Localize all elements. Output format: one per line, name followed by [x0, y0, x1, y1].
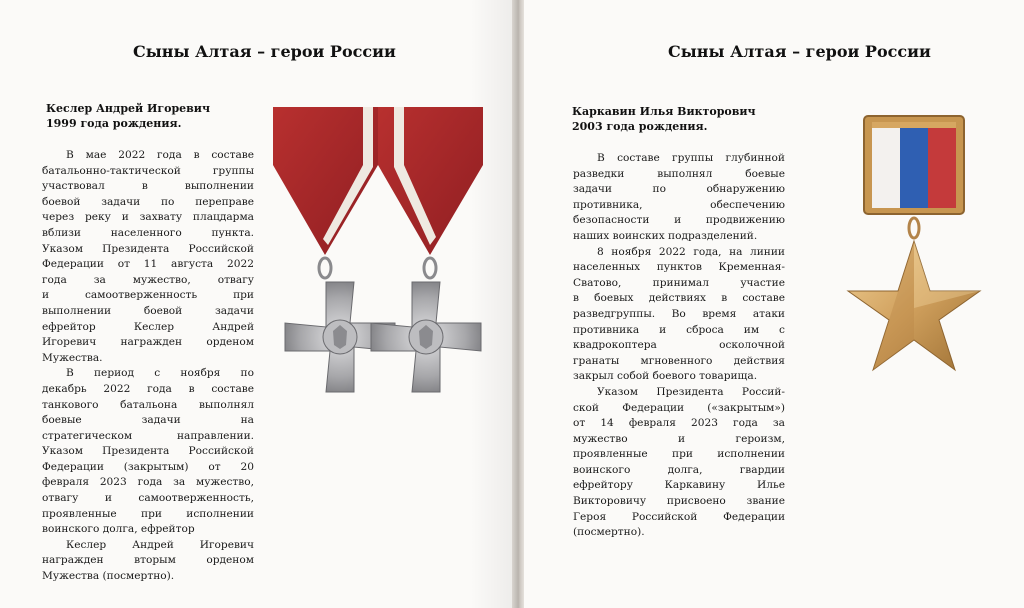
text-line: отвагу и самоотверженность,: [42, 492, 254, 505]
ribbon-right: [378, 107, 483, 255]
person-name: Кеслер Андрей Игоревич: [46, 102, 211, 115]
text-line: года за мужество, отвагу: [42, 273, 254, 286]
text-line: от 14 февраля 2023 года за: [573, 417, 785, 430]
text-line: задачи по обнаружению: [573, 183, 785, 196]
flag-white-band: [872, 122, 900, 208]
text-line: населенных пунктов Кременная-: [573, 261, 785, 274]
flag-blue-band: [900, 122, 928, 208]
text-line: противника, обеспечению: [573, 198, 785, 211]
right-page: [524, 0, 1024, 608]
text-line: 8 ноября 2022 года, на линии: [597, 245, 785, 258]
text-line: воинского долга, гвардии: [573, 463, 785, 476]
text-line: В составе группы глубинной: [597, 152, 785, 164]
text-line: Мужества (посмертно).: [42, 570, 175, 583]
text-line: Федерации от 11 августа 2022: [42, 258, 254, 271]
order-of-courage-medals-icon: [268, 105, 498, 410]
text-line: мужество и героизм,: [573, 432, 785, 445]
text-line: вблизи населенного пункта.: [42, 226, 254, 239]
text-line: Сватово, принимал участие: [573, 276, 785, 289]
ribbon-left: [273, 107, 378, 255]
text-line: Викторовичу присвоено звание: [573, 495, 785, 508]
text-line: ской Федерации («закрытым»): [573, 401, 785, 414]
text-line: Указом Президента Российской: [42, 242, 254, 255]
text-line: разведки выполнял боевые: [573, 167, 785, 180]
text-line: Указом Президента Россий-: [597, 385, 785, 398]
text-line: В период с ноября по: [66, 367, 254, 380]
text-line: противника и сброса им с: [573, 323, 785, 336]
text-line: боевые задачи на: [42, 414, 254, 427]
text-line: проявленные при исполнении: [42, 507, 254, 520]
person-name: Каркавин Илья Викторович: [572, 105, 756, 118]
text-line: безопасности и продвижению: [573, 214, 785, 227]
text-line: Федерации (закрытым) от 20: [42, 460, 254, 473]
text-line: участвовал в выполнении: [42, 180, 254, 193]
text-line: Героя Российской Федерации: [573, 510, 785, 523]
text-line: и самоотверженность при: [42, 289, 254, 302]
text-line: закрыл собой боевого товарища.: [573, 370, 758, 383]
text-line: квадрокоптера осколочной: [573, 339, 785, 352]
birth-year: 2003 года рождения.: [572, 120, 708, 133]
text-line: боевой задачи по переправе: [42, 195, 254, 208]
flag-red-band: [928, 122, 956, 208]
text-line: ефрейтору Каркавину Илье: [573, 479, 785, 492]
text-line: наших воинских подразделений.: [573, 229, 758, 242]
text-line: (посмертно).: [573, 526, 645, 539]
text-line: батальонно-тактической группы: [42, 164, 254, 177]
text-line: В мае 2022 года в составе: [66, 149, 254, 161]
text-line: награжден вторым орденом: [42, 554, 254, 567]
biography-text: [42, 148, 254, 585]
cross-medal-right: [371, 282, 481, 392]
birth-year: 1999 года рождения.: [46, 117, 182, 130]
text-line: Указом Президента Российской: [42, 445, 254, 458]
text-line: танкового батальона выполнял: [42, 398, 254, 411]
text-line: стратегическом направлении.: [42, 429, 254, 442]
page-header: Сыны Алтая – герои России: [133, 42, 396, 61]
hero-of-russia-gold-star-icon: [822, 108, 982, 408]
text-line: Игоревич награжден орденом: [42, 336, 254, 349]
text-line: декабрь 2022 года в составе: [42, 382, 254, 395]
text-line: через реку и захвату плацдарма: [42, 211, 254, 224]
text-line: Кеслер Андрей Игоревич: [66, 538, 254, 551]
biography-text: [573, 151, 785, 541]
text-line: ефрейтор Кеслер Андрей: [42, 320, 254, 333]
text-line: февраля 2023 года за мужество,: [42, 476, 254, 489]
text-line: проявленные при исполнении: [573, 448, 785, 461]
text-line: гранаты мгновенного действия: [573, 354, 785, 367]
page-header: Сыны Алтая – герои России: [668, 42, 931, 61]
text-line: Мужества.: [42, 351, 103, 364]
text-line: воинского долга, ефрейтор: [42, 523, 195, 536]
text-line: выполнении боевой задачи: [42, 304, 254, 317]
text-line: разведгруппы. Во время атаки: [573, 307, 785, 320]
text-line: в боевых действиях в составе: [573, 292, 785, 305]
